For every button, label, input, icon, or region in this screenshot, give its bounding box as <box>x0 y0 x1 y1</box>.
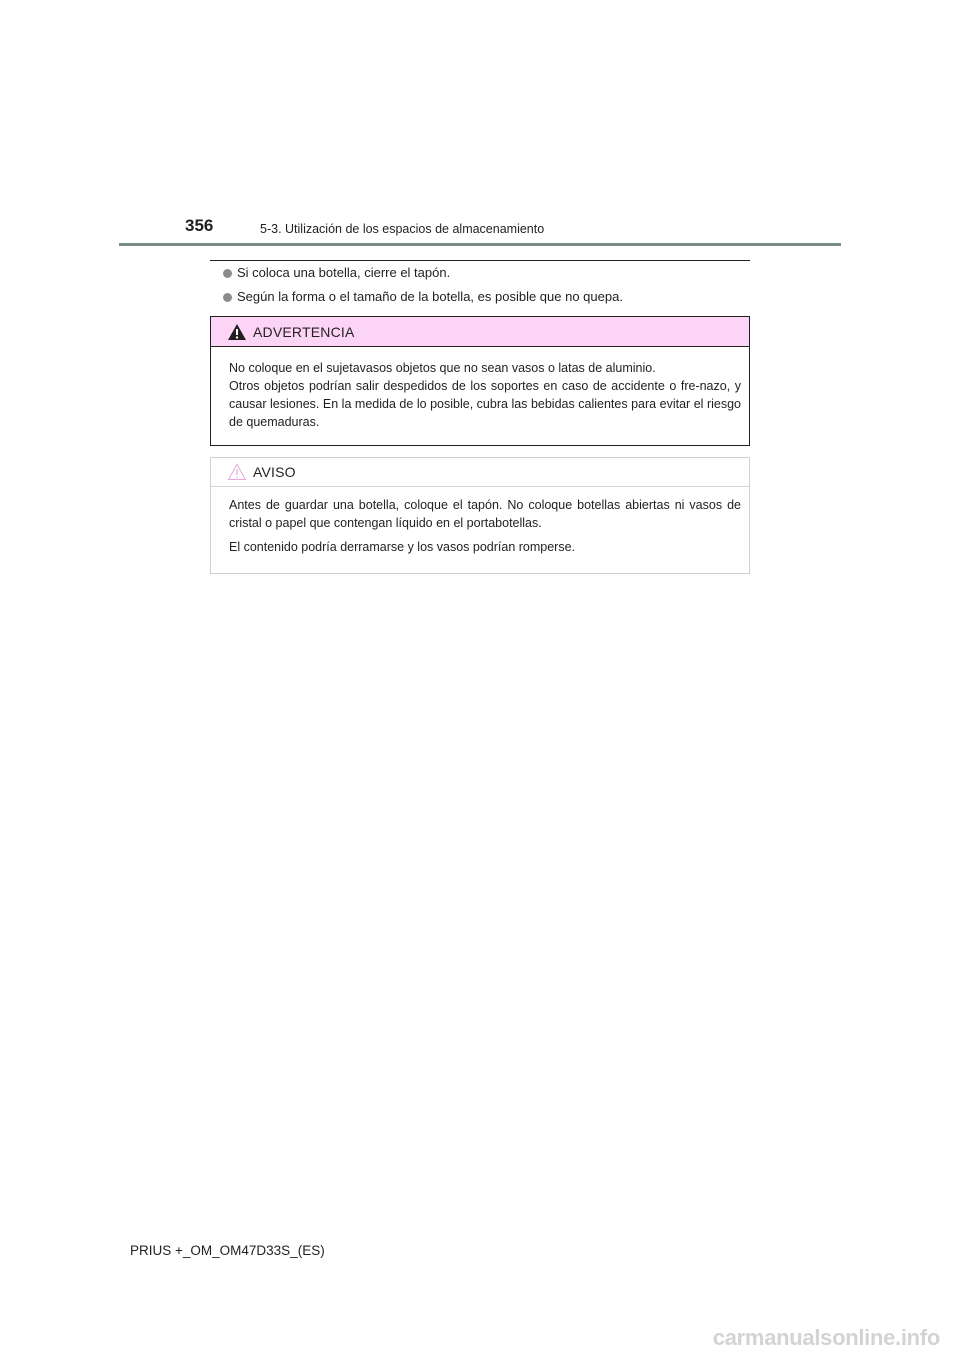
notice-paragraph: El contenido podría derramarse y los vasos podrían romperse. <box>229 540 576 554</box>
warning-header <box>211 317 749 347</box>
watermark: carmanualsonline.info <box>712 1325 940 1350</box>
warning-body <box>211 347 749 431</box>
bullet-text: Si coloca una botella, cierre el tapón. <box>237 265 451 280</box>
caution-triangle-outline-icon <box>227 463 247 481</box>
notice-header <box>211 458 749 487</box>
warning-title: ADVERTENCIA <box>253 323 355 340</box>
notice-body <box>211 487 749 556</box>
warning-paragraph: Otros objetos podrían salir despedidos de los soportes en caso de accidente o fre-nazo, y causar lesiones. En la medida de lo posible, cubra las bebidas calientes para evitar el riesgo de quemaduras. <box>229 379 741 429</box>
warning-line: No coloque en el sujetavasos objetos que no sean vasos o latas de aluminio. <box>229 361 656 375</box>
notice-paragraph: Antes de guardar una botella, coloque el tapón. No coloque botellas abiertas ni vasos de cristal o papel que contengan líquido en el portabotellas. <box>229 498 741 530</box>
bullet-list <box>223 265 763 313</box>
warning-box <box>210 316 750 446</box>
bullet-icon <box>223 293 232 302</box>
list-item <box>223 289 763 305</box>
header-rule <box>119 243 841 246</box>
content-top-rule <box>210 260 750 261</box>
bullet-icon <box>223 269 232 278</box>
notice-title: AVISO <box>253 464 296 480</box>
warning-triangle-icon <box>227 323 247 341</box>
section-title: 5-3. Utilización de los espacios de almacenamiento <box>260 222 545 236</box>
bullet-text: Según la forma o el tamaño de la botella, es posible que no quepa. <box>237 289 623 304</box>
page-number: 356 <box>185 216 214 235</box>
notice-box <box>210 457 750 574</box>
list-item <box>223 265 763 281</box>
document-code: PRIUS +_OM_OM47D33S_(ES) <box>130 1243 325 1258</box>
